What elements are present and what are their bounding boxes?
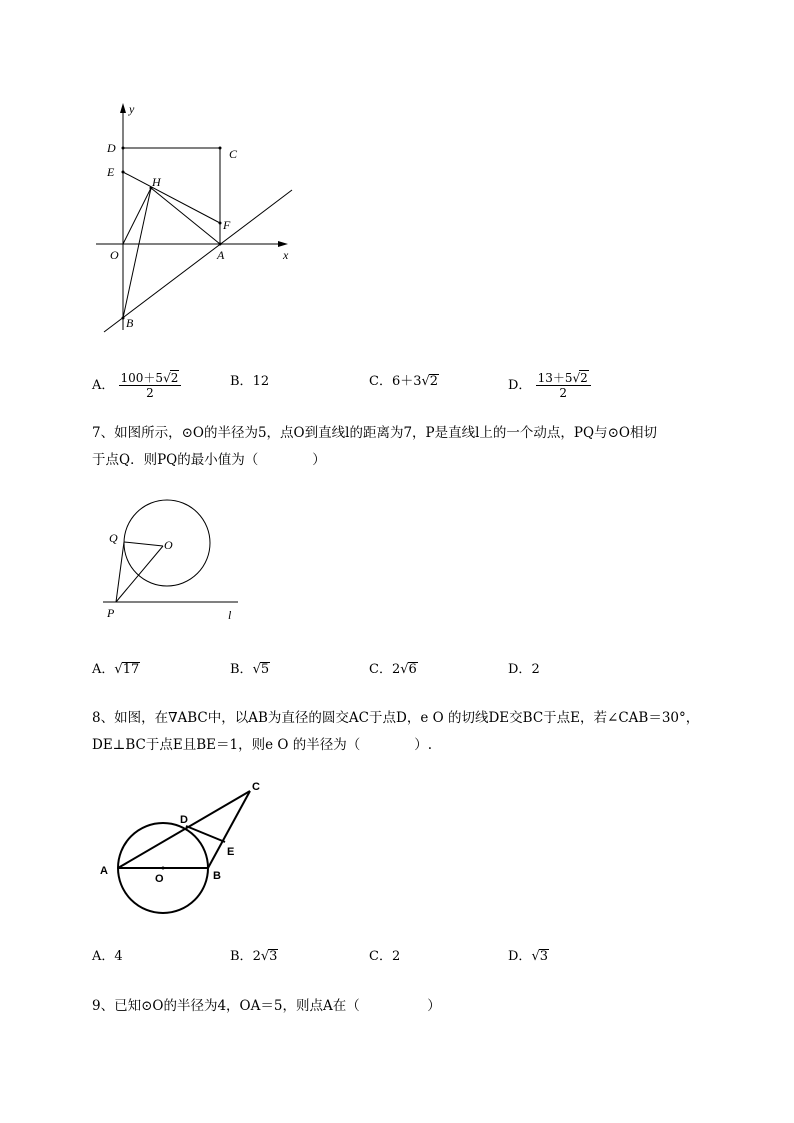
question-8-line-2: DE⊥BC于点E且BE＝1，则e O 的半径为（ ）. bbox=[92, 737, 433, 753]
point-F bbox=[219, 222, 222, 225]
label-A: A bbox=[100, 865, 108, 877]
point-B bbox=[122, 317, 125, 320]
question-8-line-1: 8、如图，在∇ABC中，以AB为直径的圆交AC于点D，e O 的切线DE交BC于点E，若∠CAB＝30°， bbox=[92, 710, 700, 726]
point-A bbox=[219, 243, 222, 246]
fraction: $\frac{100+5√2}{2}$ bbox=[119, 370, 182, 400]
segment-HA bbox=[151, 188, 220, 244]
q6-option-b[interactable] bbox=[230, 370, 269, 394]
figure-q7 bbox=[96, 490, 246, 625]
question-8 bbox=[92, 705, 742, 759]
label-B: B bbox=[126, 316, 134, 330]
segment-QP bbox=[116, 542, 124, 602]
q6-options bbox=[92, 370, 732, 400]
radicand: 3 bbox=[539, 949, 549, 964]
figure-q6 bbox=[96, 96, 306, 341]
point-C bbox=[219, 147, 222, 150]
radicand: 2 bbox=[580, 371, 588, 385]
q7-option-c[interactable]: C．2√6 bbox=[369, 658, 418, 682]
figure-q8 bbox=[96, 772, 271, 917]
label-F: F bbox=[223, 218, 231, 232]
option-key: B． bbox=[230, 662, 253, 677]
label-E: E bbox=[107, 165, 115, 179]
segment-OP bbox=[116, 546, 163, 602]
question-7-line-1: 7、如图所示，⊙O的半径为5，点O到直线l的距离为7，P是直线l上的一个动点，PQ与⊙O相切 bbox=[92, 425, 657, 441]
option-value: 2 bbox=[391, 949, 401, 964]
label-y: y bbox=[129, 102, 135, 116]
option-key: A． bbox=[92, 377, 115, 393]
option-key: D． bbox=[508, 377, 532, 393]
option-key: D． bbox=[508, 662, 532, 677]
q8-option-c[interactable] bbox=[369, 945, 400, 969]
numerator-text: 100＋5 bbox=[120, 371, 164, 385]
question-7 bbox=[92, 420, 742, 474]
q7-option-b[interactable]: B．√5 bbox=[230, 658, 270, 682]
option-value: 4 bbox=[114, 949, 123, 964]
label-A: A bbox=[217, 248, 225, 262]
label-P: P bbox=[107, 606, 115, 620]
point-E bbox=[122, 171, 125, 174]
option-value: 2 bbox=[531, 662, 540, 677]
label-C: C bbox=[229, 147, 238, 161]
label-C: C bbox=[252, 781, 260, 793]
radicand: 3 bbox=[269, 949, 278, 964]
q7-option-d[interactable] bbox=[508, 658, 540, 682]
option-key: C． bbox=[369, 374, 392, 389]
radicand: 5 bbox=[260, 662, 270, 677]
x-axis-arrow bbox=[278, 241, 288, 247]
q8-option-b[interactable]: B．2√3 bbox=[230, 945, 278, 969]
question-9 bbox=[92, 993, 742, 1020]
segment-HB bbox=[123, 188, 151, 318]
label-Q: Q bbox=[109, 531, 118, 545]
q6-option-a[interactable] bbox=[92, 370, 181, 400]
label-D: D bbox=[107, 141, 116, 155]
label-O: O bbox=[155, 873, 164, 885]
center-O bbox=[162, 867, 165, 870]
denominator: 2 bbox=[146, 386, 154, 400]
label-l: l bbox=[228, 608, 232, 622]
question-7-line-2: 于点Q．则PQ的最小值为（ ） bbox=[92, 452, 326, 468]
label-O: O bbox=[164, 538, 173, 552]
segment-QO bbox=[124, 542, 163, 546]
radicand: 6 bbox=[408, 662, 417, 677]
q7-options bbox=[92, 658, 732, 682]
q6-option-c[interactable]: C．6＋3√2 bbox=[369, 370, 439, 394]
label-B: B bbox=[213, 870, 221, 882]
radicand: 2 bbox=[170, 371, 179, 385]
fraction: $\frac{13+5√2}{2}$ bbox=[536, 370, 591, 400]
radicand: 17 bbox=[122, 662, 140, 677]
q8-option-a[interactable] bbox=[92, 945, 123, 969]
question-9-line-1: 9、已知⊙O的半径为4，OA＝5，则点A在（ ） bbox=[92, 998, 441, 1014]
option-key: B． bbox=[230, 374, 253, 389]
option-value: 12 bbox=[252, 374, 270, 389]
label-D: D bbox=[180, 814, 188, 826]
option-key: A． bbox=[92, 949, 115, 964]
option-key: A． bbox=[92, 662, 115, 677]
q7-option-a[interactable]: A．√17 bbox=[92, 658, 140, 682]
option-key: C． bbox=[369, 662, 392, 677]
denominator: 2 bbox=[559, 386, 567, 400]
option-value: 6＋3 bbox=[391, 374, 422, 389]
label-E: E bbox=[227, 846, 235, 858]
option-value: 2 bbox=[252, 949, 261, 964]
option-value: 2 bbox=[391, 662, 401, 677]
label-O: O bbox=[110, 248, 119, 262]
radicand: 2 bbox=[429, 374, 439, 389]
label-H: H bbox=[152, 175, 161, 189]
numerator-text: 13＋5 bbox=[537, 371, 573, 385]
option-key: D． bbox=[508, 949, 532, 964]
option-key: B． bbox=[230, 949, 253, 964]
option-key: C． bbox=[369, 949, 392, 964]
point-D bbox=[122, 147, 125, 150]
y-axis-arrow bbox=[120, 103, 126, 113]
q6-option-d[interactable] bbox=[508, 370, 591, 400]
label-x: x bbox=[283, 248, 289, 262]
q8-option-d[interactable]: D．√3 bbox=[508, 945, 549, 969]
q8-options bbox=[92, 945, 732, 969]
segment-OH bbox=[123, 188, 151, 244]
